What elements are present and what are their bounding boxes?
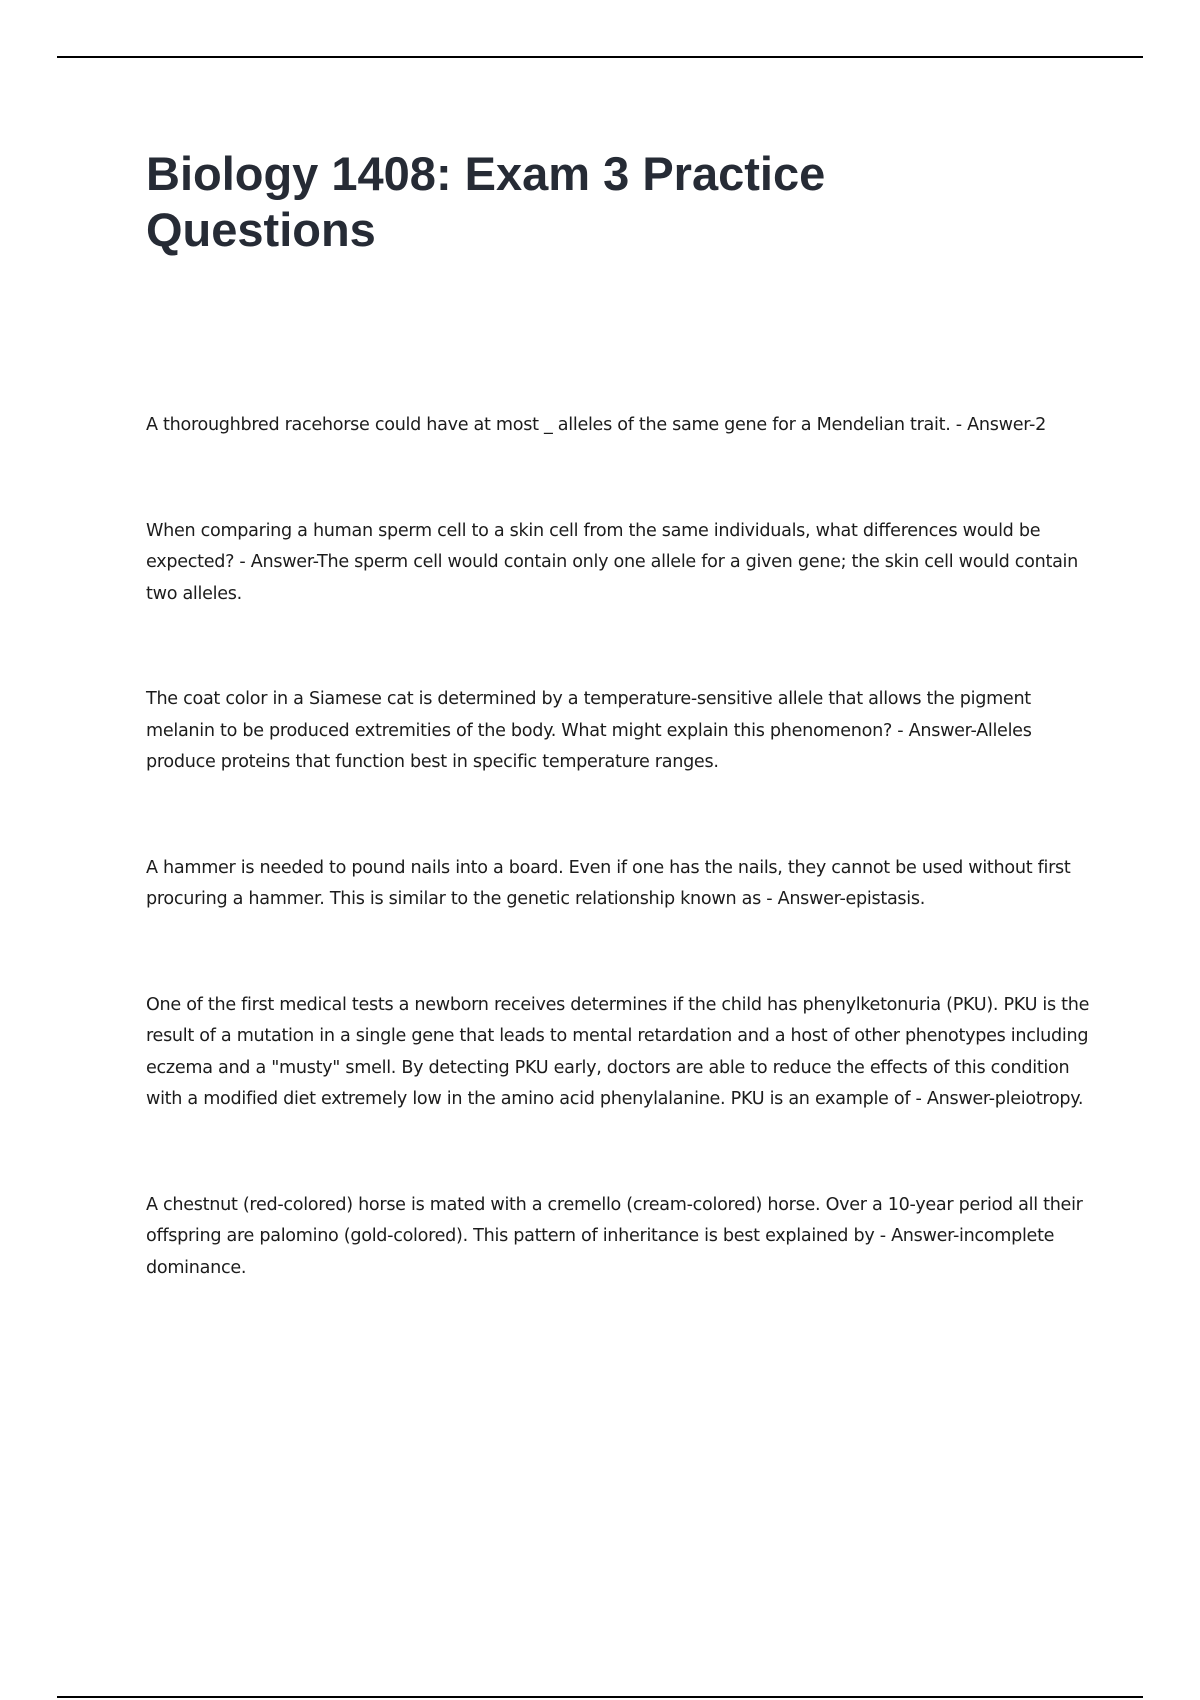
page-title: Biology 1408: Exam 3 Practice Questions: [146, 147, 826, 256]
question-item: A chestnut (red-colored) horse is mated with a cremello (cream-colored) horse. Over a 10-year period all their offspring are palomino (gold-colored). This pattern of inheritance is best explained by - Answer-incomplete dominance.: [146, 1194, 1083, 1278]
question-item: A hammer is needed to pound nails into a board. Even if one has the nails, they cannot be used without first procuring a hammer. This is similar to the genetic relationship known as - Answer-epistasis.: [146, 857, 1071, 909]
question-item: When comparing a human sperm cell to a skin cell from the same individuals, what differences would be expected? - Answer-The sperm cell would contain only one allele for a given gene; the skin cell would contain two alleles.: [146, 520, 1078, 604]
header-rule: [57, 56, 1143, 58]
footer-rule: [57, 1696, 1143, 1698]
question-item: One of the first medical tests a newborn receives determines if the child has phenylketonuria (PKU). PKU is the result of a mutation in a single gene that leads to mental retardation and a host of other phenotypes including eczema and a "musty" smell. By detecting PKU early, doctors are able to reduce the effects of this condition with a modified diet extremely low in the amino acid phenylalanine. PKU is an example of - Answer-pleiotropy.: [146, 994, 1090, 1109]
question-item: The coat color in a Siamese cat is determined by a temperature-sensitive allele that allows the pigment melanin to be produced extremities of the body. What might explain this phenomenon? - Answer-Alleles produce proteins that function best in specific temperature ranges.: [146, 689, 1032, 772]
question-item: A thoroughbred racehorse could have at most _ alleles of the same gene for a Mendelian trait. - Answer-2: [146, 415, 1046, 435]
question-list: [146, 410, 1092, 1358]
